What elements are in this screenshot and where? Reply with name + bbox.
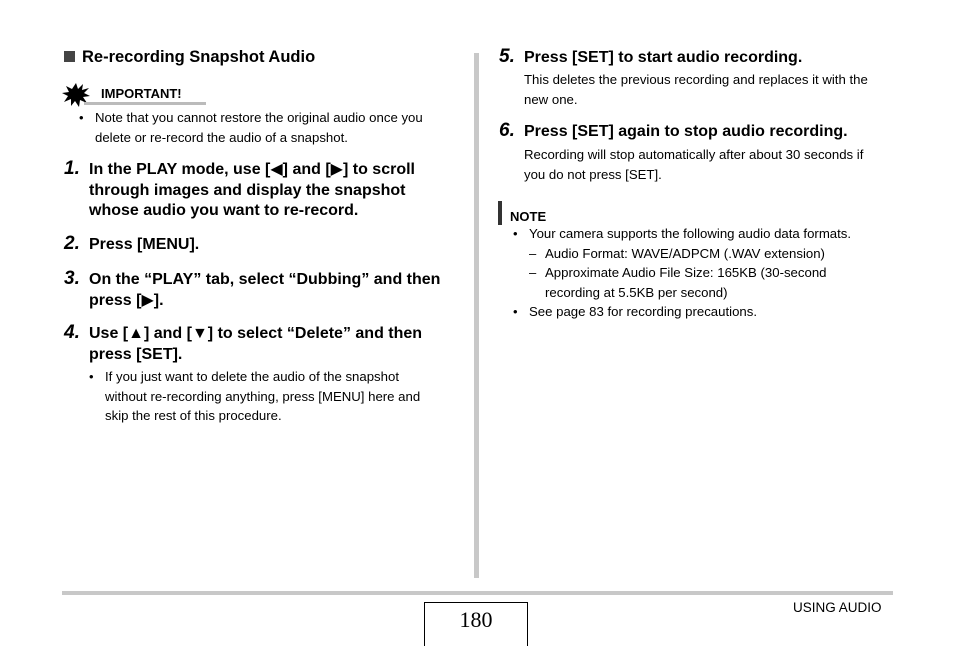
note-bullet-text: Your camera supports the following audio data formats. [529,226,852,241]
step-desc-line: you do not press [SET]. [524,166,662,182]
step-line: through images and display the snapshot [89,181,406,199]
step-line: press [SET]. [89,345,183,363]
note-bullet-text: See page 83 for recording precautions. [529,304,757,319]
note-sub-text: recording at 5.5KB per second) [545,284,728,300]
step-line: press [▶]. [89,291,164,309]
step-line: Press [SET] again to stop audio recording. [524,123,848,140]
step-number: 4. [64,322,80,343]
step-line: Press [SET] to start audio recording. [524,49,803,66]
column-divider [474,53,479,578]
step-desc-line: Recording will stop automatically after about 30 seconds if [524,147,864,162]
step-desc-line: This deletes the previous recording and replaces it with the [524,72,868,87]
step-6 [499,122,899,184]
important-callout [62,83,207,107]
step-line: Use [▲] and [▼] to select “Delete” and then [89,325,423,342]
step-line: whose audio you want to re-record. [89,202,359,219]
note-sub-item [529,244,889,264]
note-sub-text: Approximate Audio File Size: 165KB (30-second [545,265,827,280]
important-label: IMPORTANT! [101,86,182,101]
page-number: 180 [459,607,493,632]
step-5 [499,48,899,110]
step-4-bullet-line: skip the rest of this procedure. [105,408,282,423]
section-label: USING AUDIO [793,600,882,615]
bullet-dot: • [89,369,94,384]
step-number: 2. [64,233,80,254]
step-number: 3. [64,268,80,289]
step-2 [64,235,464,257]
step-number: 6. [499,120,515,141]
step-3 [64,270,464,312]
important-bullet [79,108,459,148]
important-underline [84,102,206,105]
bullet-dot: • [79,110,84,125]
step-desc-line: new one. [524,91,578,107]
note-sub-text: Audio Format: WAVE/ADPCM (.WAV extension) [545,246,825,261]
step-number: 5. [499,46,515,67]
bullet-dot: • [513,304,518,319]
step-4-bullet [89,367,459,427]
step-line: In the PLAY mode, use [◀] and [▶] to scroll [89,161,415,178]
step-line: On the “PLAY” tab, select “Dubbing” and then [89,271,441,288]
note-marker [498,201,502,225]
step-line: Press [MENU]. [89,236,200,253]
bullet-dot: • [513,226,518,241]
important-bullet-line: delete or re-record the audio of a snapshot. [95,129,348,145]
square-bullet-icon [64,51,75,62]
section-title: Re-recording Snapshot Audio [64,48,315,67]
note-bullet [513,224,893,244]
important-bullet-line: Note that you cannot restore the original audio once you [95,110,423,125]
step-number: 1. [64,158,80,179]
dash-marker: – [529,246,537,261]
step-4-bullet-line: If you just want to delete the audio of the snapshot [105,369,399,384]
note-label: NOTE [510,209,547,224]
footer-rule [62,591,893,595]
step-1 [64,160,464,224]
note-bullet [513,302,893,322]
note-sub-item [529,263,889,303]
dash-marker: – [529,265,537,280]
step-4-bullet-line: without re-recording anything, press [MENU] here and [105,388,421,404]
